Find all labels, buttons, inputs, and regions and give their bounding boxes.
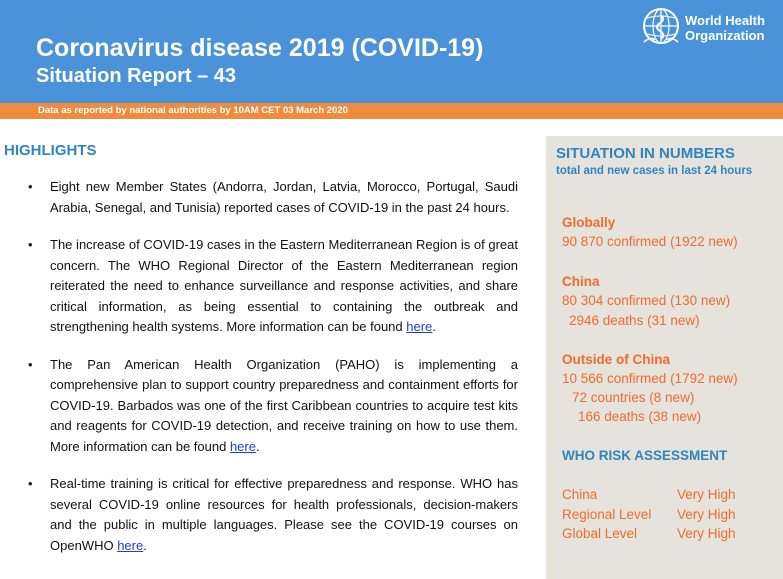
openwho-link[interactable]: here — [117, 537, 144, 553]
who-logo — [641, 6, 781, 50]
risk-level: Very High — [677, 526, 736, 541]
globally-confirmed: 90 870 confirmed (1922 new) — [562, 234, 738, 249]
more-info-link[interactable]: here — [229, 438, 256, 454]
highlight-text: Eight new Member States (Andorra, Jordan, Latvia, Morocco, Portugal, Saudi Arabia, Senegal, and Tunisia) reported cases of COVID-19 in the past 24 hours. — [50, 179, 518, 215]
outside-confirmed: 10 566 confirmed (1792 new) — [562, 371, 738, 386]
outside-countries: 72 countries (8 new) — [572, 390, 695, 405]
situation-panel — [546, 136, 783, 579]
highlight-text: The increase of COVID-19 cases in the Eastern Mediterranean Region is of great concern. The WHO Regional Director of the Eastern Mediterranean region reiterated the need to enhance surveillance and response activities, and share critical information, as being essential to containing the outbreak and strengthening health systems. More information can be found — [50, 237, 518, 334]
risk-level: Very High — [677, 487, 736, 502]
risk-row — [562, 525, 772, 543]
highlight-item — [28, 355, 518, 458]
outside-deaths: 166 deaths (38 new) — [578, 409, 702, 424]
highlights-heading: HIGHLIGHTS — [4, 142, 97, 159]
risk-label: Regional Level — [562, 507, 652, 522]
highlight-text: The Pan American Health Organization (PAHO) is implementing a comprehensive plan to support country preparedness and containment efforts for COVID-19. Barbados was one of the first Caribbean countries to acquire test kits and reagents for COVID-19 detection, and receive training on how to use them. More information can be found — [50, 356, 518, 454]
report-subtitle: Situation Report – 43 — [36, 65, 237, 87]
china-deaths: 2946 deaths (31 new) — [569, 313, 700, 328]
header-banner — [0, 0, 783, 103]
risk-label: Global Level — [562, 526, 638, 541]
highlights-list — [28, 177, 518, 573]
highlight-item — [28, 474, 518, 556]
who-logo-text — [685, 13, 765, 43]
more-info-link[interactable]: here — [406, 319, 433, 334]
risk-row — [562, 506, 772, 524]
china-title: China — [562, 274, 600, 289]
situation-subheading: total and new cases in last 24 hours — [556, 165, 753, 177]
highlight-text-end: . — [143, 537, 147, 553]
outside-china-title: Outside of China — [562, 352, 670, 367]
china-confirmed: 80 304 confirmed (130 new) — [562, 293, 731, 308]
risk-label: China — [562, 487, 598, 502]
highlight-text-end: . — [255, 438, 260, 454]
situation-heading: SITUATION IN NUMBERS — [556, 145, 735, 162]
risk-level: Very High — [677, 507, 736, 522]
highlight-item — [28, 177, 518, 218]
risk-heading: WHO RISK ASSESSMENT — [562, 448, 728, 463]
logo-line-2: Organization — [685, 28, 765, 43]
highlight-text-end: . — [432, 319, 436, 334]
who-emblem-icon — [641, 6, 681, 46]
risk-row — [562, 486, 772, 504]
highlight-item — [28, 235, 518, 338]
date-bar — [0, 103, 783, 119]
report-title: Coronavirus disease 2019 (COVID-19) — [36, 34, 484, 62]
date-note: Data as reported by national authorities by 10AM CET 03 March 2020 — [38, 105, 348, 116]
highlight-text: Real-time training is critical for effective preparedness and response. WHO has several COVID-19 online resources for health professionals, decision-makers and the public in multiple languages. Please see the COVID-19 courses on OpenWHO — [50, 476, 518, 553]
logo-line-1: World Health — [685, 13, 765, 28]
globally-title: Globally — [562, 215, 616, 230]
